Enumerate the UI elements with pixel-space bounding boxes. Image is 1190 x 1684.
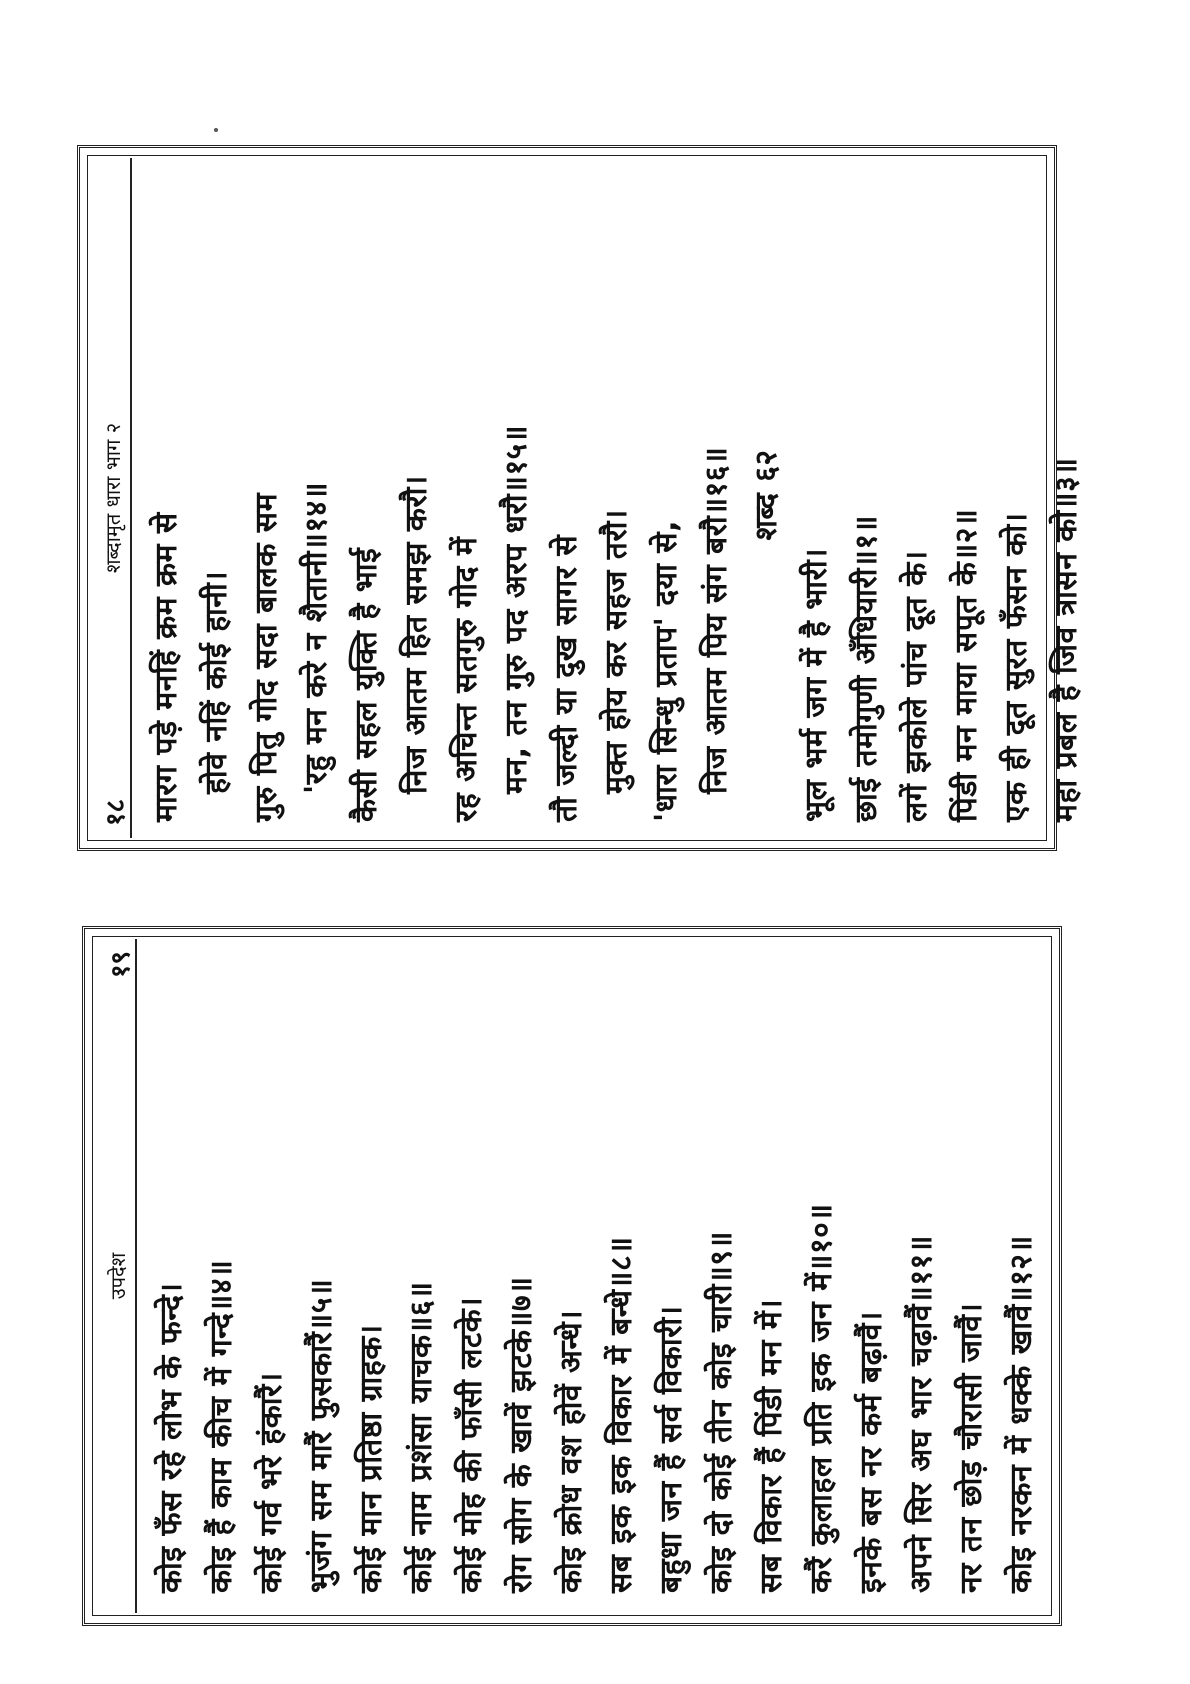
page-header — [95, 939, 137, 1613]
page-header — [90, 158, 132, 838]
verse-line: भूल भर्म जग में है भारी। — [799, 548, 834, 822]
verse-line: अपने सिर अघ भार चढ़ावैं॥११॥ — [904, 1234, 939, 1593]
verse-line: तौ जल्दी या दुख सागर से — [549, 534, 584, 822]
section-heading: शब्द ६२ — [749, 449, 784, 541]
verse-line: मन, तन गुरु पद अरप धरौ॥१५॥ — [499, 424, 534, 794]
verse-line: 'रहु मन करे न शैतानी॥१४॥ — [299, 481, 334, 794]
verse-line: सब इक इक विकार में बन्धे॥८॥ — [604, 1236, 639, 1593]
verse-line: कोई नाम प्रशंसा याचक॥६॥ — [404, 1281, 439, 1593]
verse-line: निज आतम पिय संग बरौ॥१६॥ — [699, 446, 734, 794]
verse-line: निज आतम हित समझ करौ। — [399, 475, 434, 794]
page-18 — [77, 145, 1084, 851]
verse-line: होवे नहिं कोई हानी। — [199, 570, 234, 794]
verse-line: 'धारा सिन्धु प्रताप' दया से, — [649, 520, 684, 822]
page-number: १८ — [101, 798, 131, 826]
running-title: उपदेश — [106, 1252, 130, 1300]
verse-line: करैं कुलाहल प्रति इक जन में॥१०॥ — [804, 1203, 839, 1593]
verse-line: कोई मान प्रतिष्ठा ग्राहक। — [354, 1324, 389, 1593]
verse-line: इनके बस नर कर्म बढ़ावैं। — [854, 1311, 889, 1593]
verse-line: कोइ फँस रहे लोभ के फन्दे। — [154, 1282, 189, 1593]
verse-line: नर तन छोड़ चौरासी जावैं। — [954, 1302, 989, 1593]
verse-body — [142, 168, 1084, 822]
verse-body — [147, 949, 1039, 1593]
verse-line: कोइ नरकन में धक्के खावैं॥१२॥ — [1004, 1235, 1039, 1593]
verse-line: महा प्रबल है जिव त्रासन को॥३॥ — [1049, 457, 1084, 822]
verse-line: सब विकार हैं पिंडी मन में। — [754, 1298, 789, 1593]
verse-line: रोग सोग के खावें झटके॥७॥ — [504, 1276, 539, 1593]
verse-line: एक ही दूत सुरत फँसन को। — [999, 512, 1034, 822]
verse-line: कोइ हैं काम कीच में गन्दे॥४॥ — [204, 1259, 239, 1593]
page-19 — [82, 926, 1062, 1626]
verse-line: कोई मोह की फाँसी लटके। — [454, 1296, 489, 1593]
verse-line: रह अचिन्त सतगुरु गोद में — [449, 536, 484, 822]
scan-speck — [214, 128, 218, 132]
verse-line: कोइ क्रोध वश होवें अन्धे। — [554, 1309, 589, 1593]
verse-line: छाई तमोगुणी अँधियारी॥१॥ — [849, 515, 884, 822]
verse-line: भुजंग सम मारैं फुसकारैं॥५॥ — [304, 1278, 339, 1593]
verse-line: पिंडी मन माया सपूत के॥२॥ — [949, 508, 984, 822]
verse-line: लगें झकोले पांच दूत के। — [899, 550, 934, 822]
verse-line: मुक्त होय कर सहज तरौ। — [599, 509, 634, 794]
verse-line: मारग पड़े मनहिं क्रम क्रम से — [149, 512, 184, 822]
verse-line: कोइ दो कोई तीन कोइ चारी॥९॥ — [704, 1231, 739, 1593]
running-title: शब्दामृत धारा भाग २ — [101, 422, 125, 574]
verse-line: कैसी सहल युक्ति है भाई — [349, 547, 384, 822]
page-number: १९ — [106, 951, 136, 979]
verse-line: बहुधा जन हैं सर्व विकारी। — [654, 1305, 689, 1593]
verse-line: कोई गर्व भरे हंकारैं। — [254, 1372, 289, 1593]
verse-line: गुरु पितु गोद सदा बालक सम — [249, 492, 284, 822]
